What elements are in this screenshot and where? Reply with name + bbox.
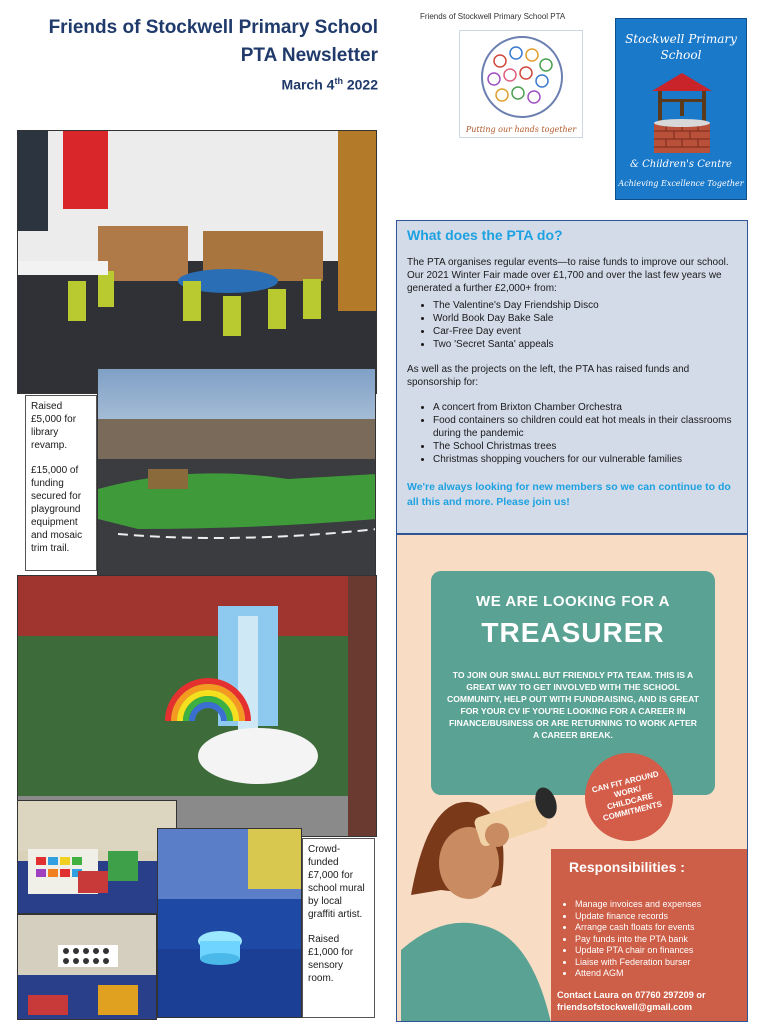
list-item: • Two 'Secret Santa' appeals [433, 338, 737, 351]
list-item: • World Book Day Bake Sale [433, 312, 737, 325]
caption-playground: £15,000 of funding secured for playground equipment and mosaic trim trail. [31, 465, 83, 554]
sensory-photo-1 [17, 800, 177, 914]
join-cta: We're always looking for new members so we can continue to do all this and more. Please join us! [407, 481, 731, 508]
list-item: • Car-Free Day event [433, 325, 737, 338]
responsibilities-title: Responsibilities : [569, 859, 685, 875]
mural-photo [17, 575, 377, 837]
pta-logo [459, 30, 583, 138]
contact-info: Contact Laura on 07760 297209 or friendsofstockwell@gmail.com [557, 990, 706, 1012]
library-photo [17, 130, 377, 394]
school-logo-centre: & Children's Centre [630, 159, 732, 170]
responsibilities-list [561, 899, 701, 980]
list-item: • Manage invoices and expenses [575, 899, 701, 911]
info-heading: What does the PTA do? [407, 227, 563, 243]
list-item: • Update PTA chair on finances [575, 945, 701, 957]
sensory-photo-3 [17, 914, 157, 1020]
poster-headline-card [431, 571, 715, 795]
pta-logo-art-icon [460, 31, 584, 139]
poster-headline-role: TREASURER [481, 617, 665, 648]
newsletter-title: PTA Newsletter [240, 45, 378, 66]
sponsor-intro: As well as the projects on the left, the PTA has raised funds and sponsorship for: [407, 364, 690, 388]
treasurer-poster [396, 534, 748, 1022]
caption-sensory: Raised £1,000 for sensory room. [308, 934, 354, 984]
flexibility-badge: CAN FIT AROUND WORK/ CHILDCARE COMMITMENTS [576, 744, 683, 851]
list-item: • The School Christmas trees [433, 440, 737, 453]
newsletter-org-title: Friends of Stockwell Primary School [48, 17, 378, 38]
person-with-telescope-icon [401, 775, 561, 1022]
events-list [407, 299, 737, 351]
list-item: • Christmas shopping vouchers for our vulnerable families [433, 453, 737, 466]
pta-logo-tagline: Putting our hands together [465, 125, 577, 134]
contact-email[interactable]: friendsofstockwell@gmail.com [557, 1002, 693, 1012]
info-intro: The PTA organises regular events—to raise funds to improve our school. Our 2021 Winter Fair made over £1,700 and over the last few years we generated a further £2,000+ from: [407, 257, 729, 294]
caption-mural-sensory [302, 838, 375, 1018]
sponsorship-list [407, 401, 737, 466]
poster-body: TO JOIN OUR SMALL BUT FRIENDLY PTA TEAM. THIS IS A GREAT WAY TO GET INVOLVED WITH THE SCHOOL COMMUNITY, HELP OUT WITH FUNDRAISING, AND IS GREAT FOR YOUR CV IF YOU'RE LOOKING FOR A CAREER IN FINANCE/BUSINESS OR ARE RETURNING TO WORK AFTER A CAREER BREAK. [447, 670, 699, 740]
newsletter-date: March 4th 2022 [281, 76, 378, 93]
pta-logo-caption: Friends of Stockwell Primary School PTA [420, 12, 566, 21]
sensory-photo-2 [157, 828, 302, 1018]
school-logo-motto: Achieving Excellence Together [618, 179, 744, 188]
caption-library: Raised £5,000 for library revamp. [31, 401, 77, 451]
responsibilities-panel [551, 849, 747, 1021]
school-logo-name: Stockwell Primary School [625, 32, 737, 62]
wishing-well-icon [646, 69, 718, 155]
playground-photo [97, 368, 376, 576]
caption-library-playground [25, 395, 97, 571]
list-item: • A concert from Brixton Chamber Orchestra [433, 401, 737, 414]
list-item: • Arrange cash floats for events [575, 922, 701, 934]
list-item: • Food containers so children could eat hot meals in their classrooms during the pandemic [433, 414, 737, 440]
pta-info-box [396, 220, 748, 534]
list-item: • The Valentine's Day Friendship Disco [433, 299, 737, 312]
caption-mural: Crowd-funded £7,000 for school mural by local graffiti artist. [308, 844, 365, 920]
school-logo [615, 18, 747, 200]
list-item: • Attend AGM [575, 968, 701, 980]
list-item: • Update finance records [575, 911, 701, 923]
list-item: • Pay funds into the PTA bank [575, 934, 701, 946]
poster-headline-line1: WE ARE LOOKING FOR A [476, 593, 670, 610]
list-item: • Liaise with Federation burser [575, 957, 701, 969]
